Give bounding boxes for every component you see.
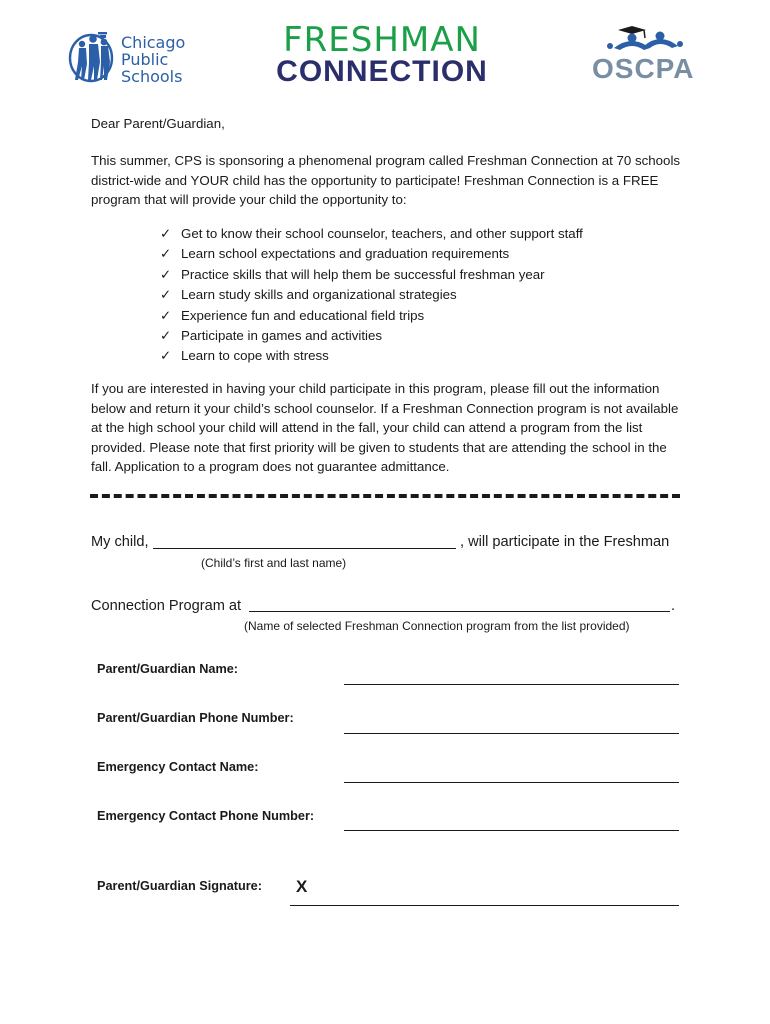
list-item (160, 306, 583, 326)
checkmark-icon: ✓ (160, 308, 172, 324)
parent-phone-field[interactable] (344, 733, 679, 734)
instructions-paragraph: If you are interested in having your child participate in this program, please fill out the information below and return it your child’s school counselor. If a Freshman Connection program is not available at the high school your child will attend in the fall, your child can attend a program from the list provided. Please note that first priority will be given to students that are attending the school in the fall. Application to a program does not guarantee admittance. (91, 381, 679, 474)
benefit-text: Learn to cope with stress (181, 348, 329, 364)
child-name-suffix: , will participate in the Freshman (460, 534, 670, 550)
cps-logo-line: Schools (121, 67, 183, 86)
program-name-field[interactable] (249, 611, 670, 612)
freshman-logo-text: FRESHMAN (283, 20, 481, 60)
emergency-name-label: Emergency Contact Name: (97, 760, 259, 774)
emergency-phone-label: Emergency Contact Phone Number: (97, 809, 315, 823)
cps-logo-line: Public (121, 50, 169, 69)
checkmark-icon: ✓ (160, 288, 172, 304)
program-period: . (671, 598, 676, 614)
benefit-text: Experience fun and educational field trips (181, 307, 425, 323)
parent-name-field[interactable] (344, 684, 679, 685)
checkmark-icon: ✓ (160, 349, 172, 365)
signature-label: Parent/Guardian Signature: (97, 879, 262, 893)
oscpa-logo-text: OSCPA (592, 53, 695, 84)
cps-logo-text (121, 34, 185, 85)
benefit-text: Participate in games and activities (181, 328, 383, 344)
list-item (160, 346, 583, 366)
signature-field[interactable] (290, 905, 679, 906)
child-name-prefix: My child, (91, 534, 149, 550)
emergency-name-field[interactable] (344, 782, 679, 783)
checkmark-icon: ✓ (160, 267, 172, 283)
connection-logo-text: CONNECTION (276, 55, 488, 88)
salutation: Dear Parent/Guardian, (91, 116, 225, 131)
emergency-phone-field[interactable] (344, 830, 679, 831)
list-item (160, 326, 583, 346)
intro-paragraph: This summer, CPS is sponsoring a phenomenal program called Freshman Connection at 70 schools district-wide and YOUR child has the opportunity to participate! Freshman Connection is a FREE program that will provide your child the opportunity to: (91, 153, 681, 207)
signature-x-mark: X (296, 877, 308, 896)
benefit-text: Learn study skills and organizational strategies (181, 287, 457, 303)
checkmark-icon: ✓ (160, 247, 172, 263)
program-prefix: Connection Program at (91, 598, 242, 614)
benefits-list (160, 224, 583, 367)
benefit-text: Get to know their school counselor, teachers, and other support staff (181, 226, 583, 241)
checkmark-icon: ✓ (160, 227, 172, 242)
cut-line-divider (90, 494, 680, 498)
child-name-caption: (Child’s first and last name) (201, 556, 347, 570)
list-item (160, 265, 583, 285)
program-name-caption: (Name of selected Freshman Connection program from the list provided) (244, 619, 630, 633)
parent-phone-label: Parent/Guardian Phone Number: (97, 711, 294, 725)
child-name-field[interactable] (153, 548, 456, 549)
parent-name-label: Parent/Guardian Name: (97, 662, 239, 676)
list-item (160, 285, 583, 305)
cps-logo-line: Chicago (121, 33, 186, 52)
checkmark-icon: ✓ (160, 329, 172, 345)
list-item (160, 224, 583, 244)
benefit-text: Practice skills that will help them be successful freshman year (181, 266, 545, 282)
list-item (160, 244, 583, 264)
benefit-text: Learn school expectations and graduation requirements (181, 246, 510, 262)
